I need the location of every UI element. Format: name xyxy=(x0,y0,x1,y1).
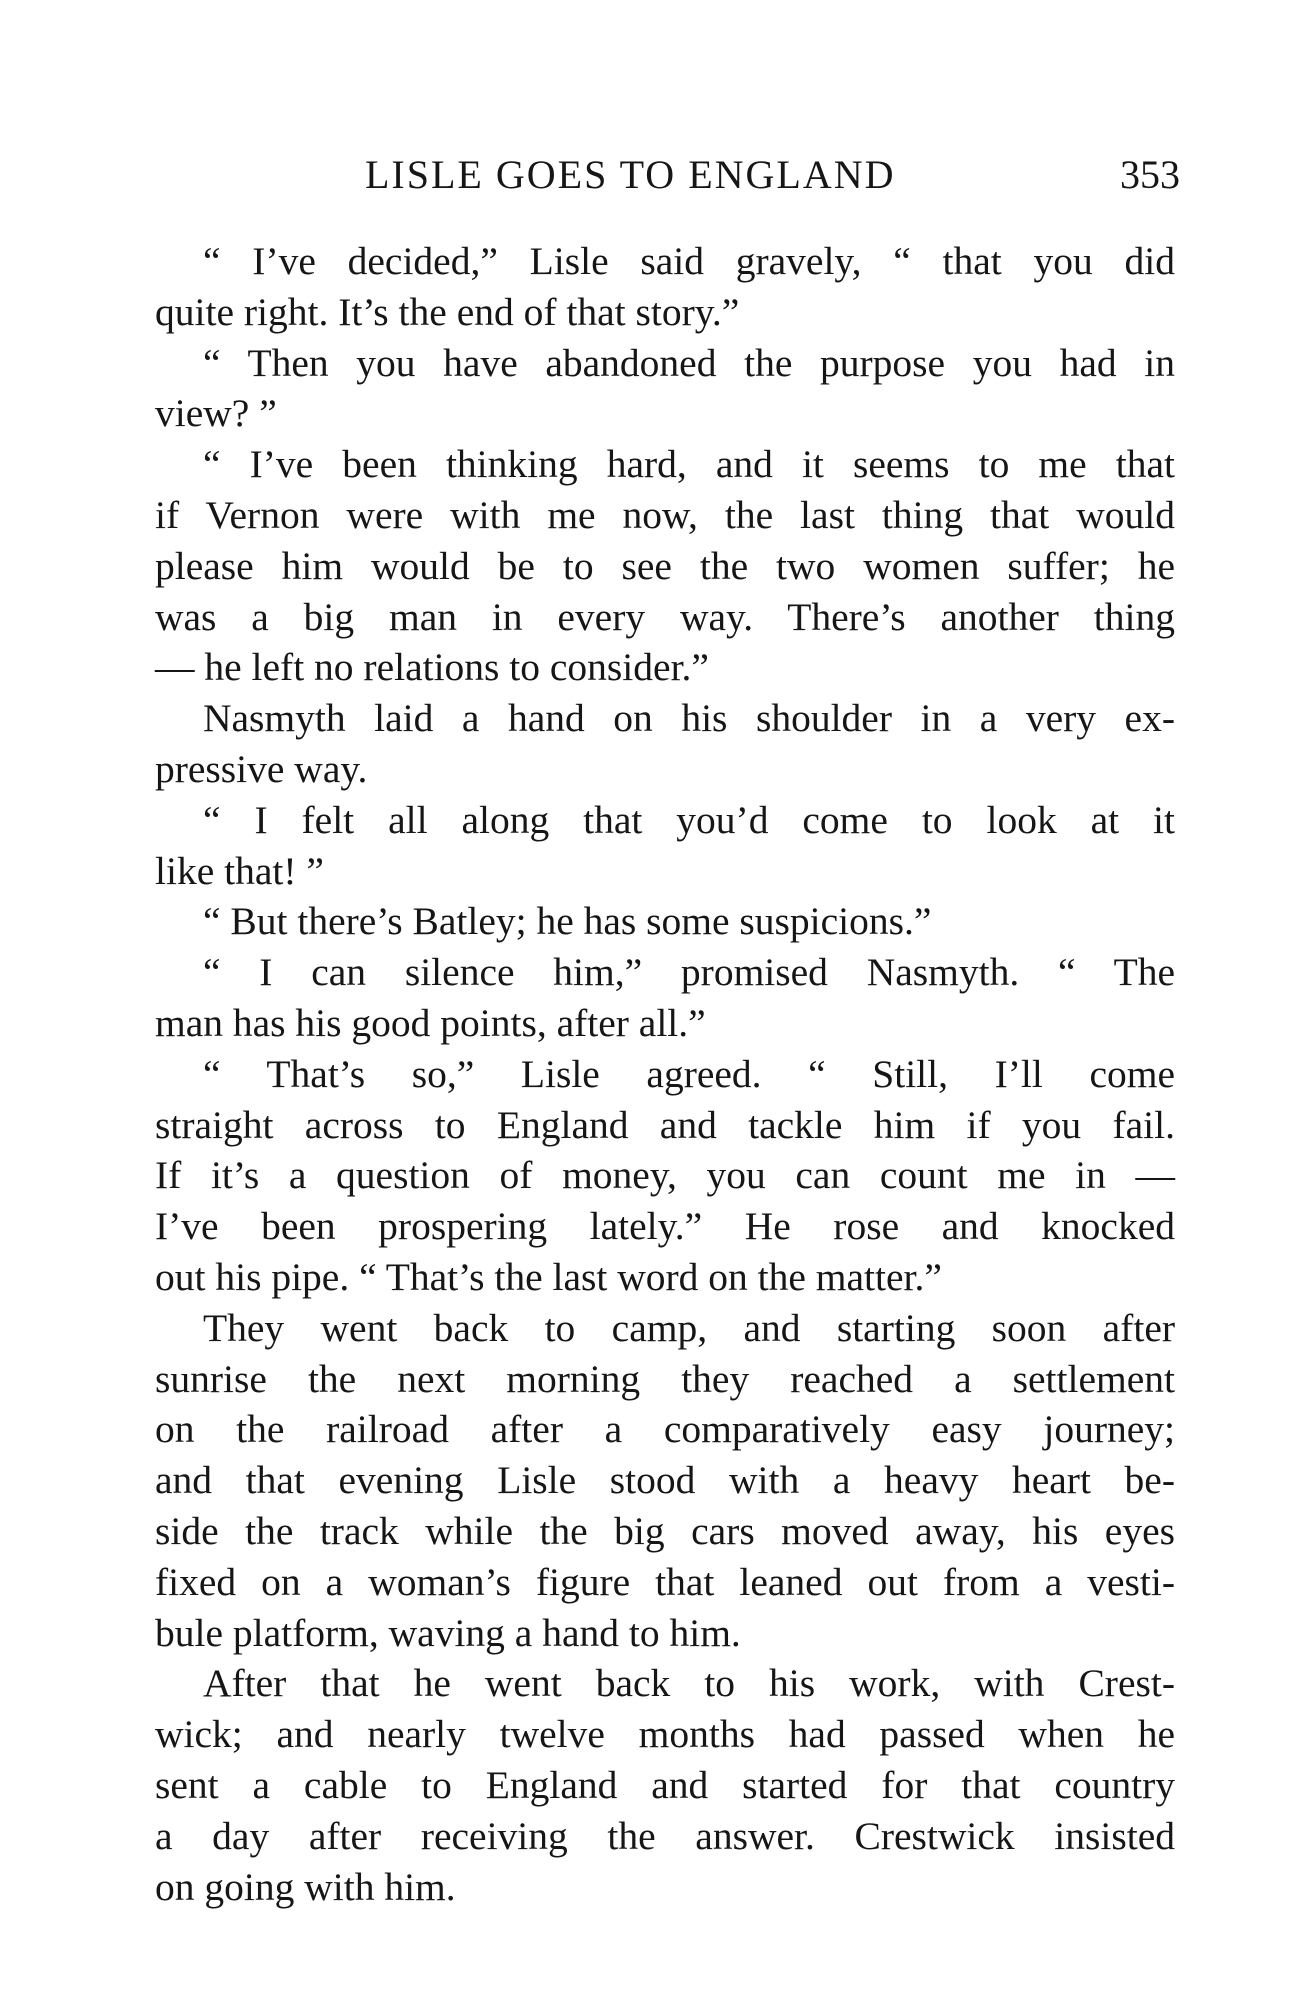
text-line: quite right. It’s the end of that story.” xyxy=(155,289,740,334)
text-line: fixed on a woman’s figure that leaned out from a vesti- xyxy=(155,1559,1175,1604)
text-line: Nasmyth laid a hand on his shoulder in a very ex- xyxy=(203,696,1175,741)
text-line: on going with him. xyxy=(155,1864,456,1909)
text-line: “ Then you have abandoned the purpose you had in xyxy=(203,340,1175,385)
text-line: side the track while the big cars moved away, his eyes xyxy=(155,1508,1175,1553)
text-line: straight across to England and tackle him if you fail. xyxy=(155,1102,1175,1147)
text-line: “ I can silence him,” promised Nasmyth. “ The xyxy=(203,950,1175,995)
body-text xyxy=(155,236,1175,1912)
running-title: LISLE GOES TO ENGLAND xyxy=(365,152,896,197)
text-line: They went back to camp, and starting soon after xyxy=(203,1305,1175,1350)
text-line: bule platform, waving a hand to him. xyxy=(155,1610,741,1655)
text-line: was a big man in every way. There’s another thing xyxy=(155,594,1175,639)
text-line: “ But there’s Batley; he has some suspicions.” xyxy=(203,899,932,944)
text-line: I’ve been prospering lately.” He rose and knocked xyxy=(155,1204,1175,1249)
text-line: like that! ” xyxy=(155,848,324,893)
text-line: wick; and nearly twelve months had passed when he xyxy=(155,1712,1175,1757)
running-head xyxy=(155,145,1180,205)
text-line: If it’s a question of money, you can count me in — xyxy=(155,1153,1175,1198)
text-line: a day after receiving the answer. Crestwick insisted xyxy=(155,1813,1175,1858)
text-line: After that he went back to his work, with Crest- xyxy=(203,1661,1175,1706)
text-line: man has his good points, after all.” xyxy=(155,1000,706,1045)
text-line: sunrise the next morning they reached a settlement xyxy=(155,1356,1175,1401)
text-line: view? ” xyxy=(155,391,277,436)
text-line: on the railroad after a comparatively easy journey; xyxy=(155,1407,1175,1452)
text-line: if Vernon were with me now, the last thing that would xyxy=(155,492,1175,537)
text-line: please him would be to see the two women suffer; he xyxy=(155,543,1175,588)
text-line: and that evening Lisle stood with a heavy heart be- xyxy=(155,1458,1175,1503)
text-line: “ I felt all along that you’d come to look at it xyxy=(203,797,1175,842)
page-number: 353 xyxy=(1120,152,1180,197)
text-line: “ I’ve decided,” Lisle said gravely, “ that you did xyxy=(203,239,1175,283)
text-line: — he left no relations to consider.” xyxy=(155,645,709,690)
text-line: “ I’ve been thinking hard, and it seems to me that xyxy=(203,442,1175,487)
text-line: pressive way. xyxy=(155,746,368,791)
text-line: out his pipe. “ That’s the last word on the matter.” xyxy=(155,1254,942,1299)
text-line: “ That’s so,” Lisle agreed. “ Still, I’ll come xyxy=(203,1051,1175,1096)
text-line: sent a cable to England and started for that country xyxy=(155,1762,1175,1807)
